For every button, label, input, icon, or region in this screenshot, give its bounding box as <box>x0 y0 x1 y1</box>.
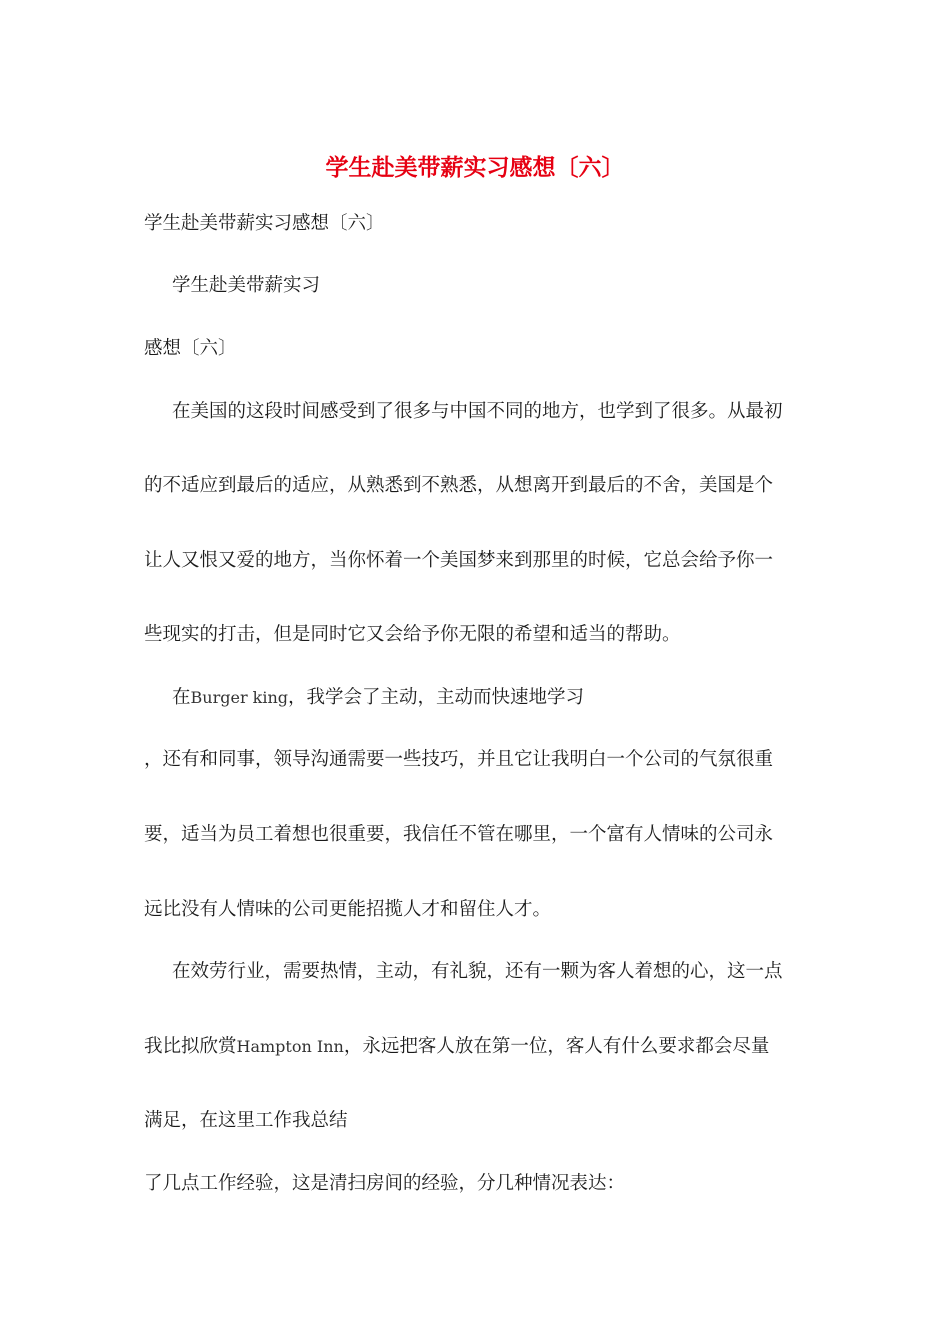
paragraph-line: 在效劳行业，需要热情，主动，有礼貌，还有一颗为客人着想的心，这一点 <box>172 961 783 982</box>
paragraph-line-hampton-inn <box>144 1033 769 1061</box>
document-title: 学生赴美带薪实习感想〔六〕 <box>325 155 625 181</box>
paragraph-line: 让人又恨又爱的地方，当你怀着一个美国梦来到那里的时候，它总会给予你一 <box>144 550 774 571</box>
paragraph-line: 要，适当为员工着想也很重要，我信任不管在哪里，一个富有人情味的公司永 <box>144 824 774 845</box>
subtitle-line: 学生赴美带薪实习感想〔六〕 <box>144 213 385 234</box>
text-segment: 我比拟欣赏 <box>144 1036 237 1057</box>
paragraph-line: 远比没有人情味的公司更能招揽人才和留住人才。 <box>144 899 552 920</box>
paragraph-line: 了几点工作经验，这是清扫房间的经验，分几种情况表达： <box>144 1173 626 1194</box>
company-name-hampton-inn: Hampton Inn <box>236 1037 344 1056</box>
paragraph-line: ，还有和同事，领导沟通需要一些技巧，并且它让我明白一个公司的气氛很重 <box>144 749 774 770</box>
text-segment: 在 <box>172 687 191 708</box>
company-name-burger-king: Burger king <box>190 688 289 707</box>
paragraph-line-burger-king <box>172 684 584 712</box>
paragraph-line: 些现实的打击，但是同时它又会给予你无限的希望和适当的帮助。 <box>144 624 681 645</box>
text-segment: ，我学会了主动，主动而快速地学习 <box>288 687 585 708</box>
paragraph-line: 满足，在这里工作我总结 <box>144 1110 348 1131</box>
paragraph-line: 的不适应到最后的适应，从熟悉到不熟悉，从想离开到最后的不舍，美国是个 <box>144 475 774 496</box>
paragraph-line: 感想〔六〕 <box>144 338 237 359</box>
text-segment: ，永远把客人放在第一位，客人有什么要求都会尽量 <box>343 1036 770 1057</box>
paragraph-line: 在美国的这段时间感受到了很多与中国不同的地方，也学到了很多。从最初 <box>172 401 783 422</box>
paragraph-line: 学生赴美带薪实习 <box>172 275 321 296</box>
